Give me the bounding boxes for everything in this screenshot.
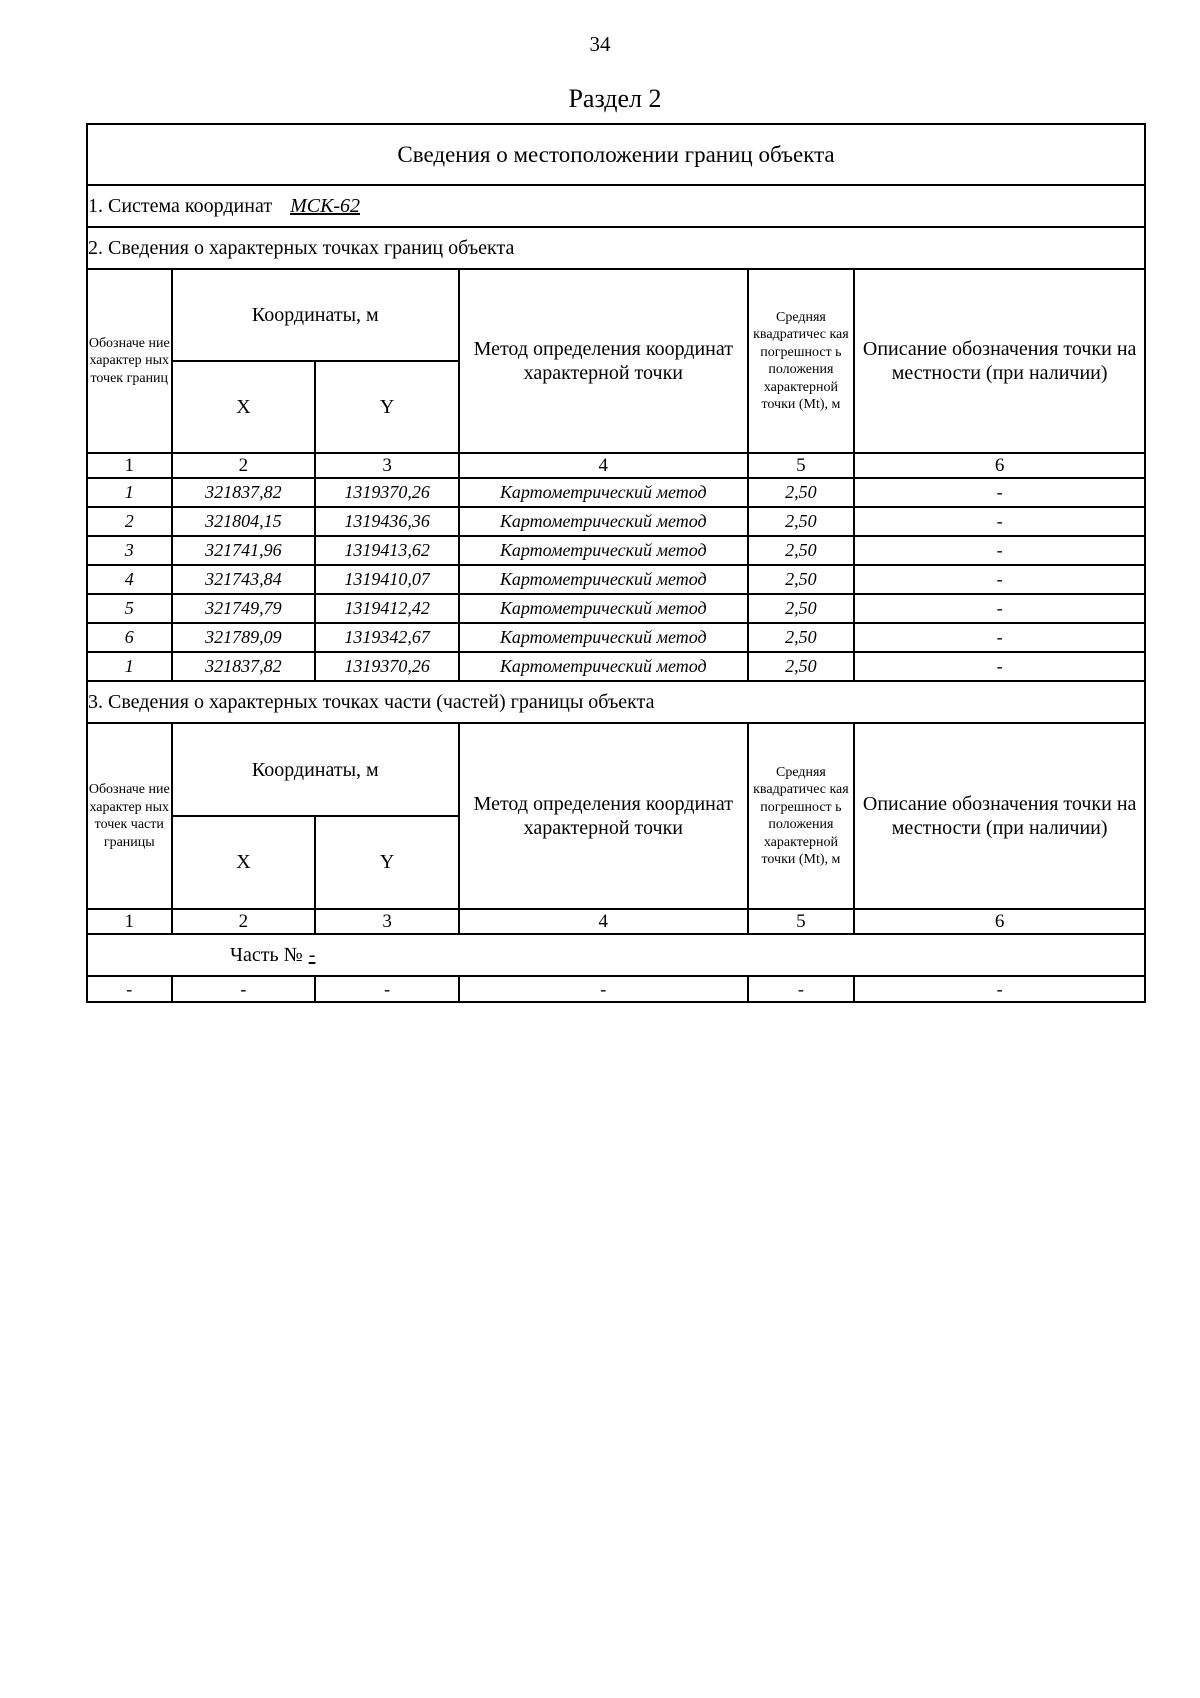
parts-header-y: Y [315,816,459,909]
column-numbers-row [87,453,1145,478]
coord-system-label: 1. Система координат [88,194,273,217]
point-x: 321837,82 [172,478,316,507]
table-row [87,652,1145,681]
point-x: 321837,82 [172,652,316,681]
header-designation: Обозначе ние характер ных точек границ [87,269,172,453]
boundary-section-title: 2. Сведения о характерных точках границ объекта [87,227,1145,269]
header-error: Средняя квадратичес кая погрешност ь положения характерной точки (Mt), м [748,269,855,453]
point-id: 1 [87,478,172,507]
column-number: 4 [459,453,748,478]
column-number: 5 [748,453,855,478]
point-method: Картометрический метод [459,507,748,536]
part-point-y: - [315,976,459,1002]
column-number: 5 [748,909,855,934]
table-row [87,507,1145,536]
part-label: Часть № [230,943,303,966]
part-point-id: - [87,976,172,1002]
point-y: 1319410,07 [315,565,459,594]
point-y: 1319436,36 [315,507,459,536]
header-y: Y [315,361,459,453]
part-row [87,934,1145,976]
column-number: 3 [315,453,459,478]
point-error: 2,50 [748,652,855,681]
point-y: 1319370,26 [315,652,459,681]
point-x: 321789,09 [172,623,316,652]
point-y: 1319413,62 [315,536,459,565]
column-number: 1 [87,909,172,934]
point-method: Картометрический метод [459,478,748,507]
point-y: 1319412,42 [315,594,459,623]
header-method: Метод определения координат характерной точки [459,269,748,453]
column-number: 4 [459,909,748,934]
part-point-description: - [854,976,1145,1002]
point-id: 5 [87,594,172,623]
point-error: 2,50 [748,536,855,565]
part-point-x: - [172,976,316,1002]
table-row [87,536,1145,565]
point-x: 321741,96 [172,536,316,565]
coord-system-value: МСК-62 [290,194,361,217]
point-description: - [854,594,1145,623]
part-point-method: - [459,976,748,1002]
point-id: 4 [87,565,172,594]
point-method: Картометрический метод [459,652,748,681]
coord-system-row [87,185,1145,227]
point-y: 1319370,26 [315,478,459,507]
parts-header-error: Средняя квадратичес кая погрешност ь положения характерной точки (Mt), м [748,723,855,909]
column-number: 3 [315,909,459,934]
table-row [87,478,1145,507]
point-id: 6 [87,623,172,652]
parts-header-coordinates: Координаты, м [172,723,459,816]
table-title: Сведения о местоположении границ объекта [87,124,1145,185]
column-number: 2 [172,453,316,478]
point-error: 2,50 [748,594,855,623]
parts-header-method: Метод определения координат характерной точки [459,723,748,909]
point-method: Картометрический метод [459,594,748,623]
table-row [87,594,1145,623]
point-x: 321743,84 [172,565,316,594]
point-x: 321804,15 [172,507,316,536]
point-id: 3 [87,536,172,565]
point-error: 2,50 [748,623,855,652]
point-description: - [854,478,1145,507]
boundaries-table [86,123,1146,1003]
header-x: X [172,361,316,453]
point-method: Картометрический метод [459,623,748,652]
point-description: - [854,507,1145,536]
point-description: - [854,652,1145,681]
part-point-error: - [748,976,855,1002]
part-value: - [308,943,316,966]
column-number: 6 [854,909,1145,934]
page-number: 34 [589,32,611,56]
table-row [87,565,1145,594]
header-coordinates: Координаты, м [172,269,459,361]
parts-column-numbers-row [87,909,1145,934]
point-error: 2,50 [748,565,855,594]
column-number: 2 [172,909,316,934]
parts-section-title: 3. Сведения о характерных точках части (частей) границы объекта [87,681,1145,723]
point-id: 1 [87,652,172,681]
column-number: 1 [87,453,172,478]
parts-header-designation: Обозначе ние характер ных точек части границы [87,723,172,909]
column-number: 6 [854,453,1145,478]
point-description: - [854,565,1145,594]
header-description: Описание обозначения точки на местности (при наличии) [854,269,1145,453]
parts-header-x: X [172,816,316,909]
point-method: Картометрический метод [459,565,748,594]
point-y: 1319342,67 [315,623,459,652]
table-row [87,976,1145,1002]
parts-header-description: Описание обозначения точки на местности (при наличии) [854,723,1145,909]
point-method: Картометрический метод [459,536,748,565]
point-description: - [854,623,1145,652]
point-x: 321749,79 [172,594,316,623]
point-description: - [854,536,1145,565]
point-error: 2,50 [748,478,855,507]
point-id: 2 [87,507,172,536]
table-row [87,623,1145,652]
point-error: 2,50 [748,507,855,536]
section-title: Раздел 2 [568,84,662,113]
